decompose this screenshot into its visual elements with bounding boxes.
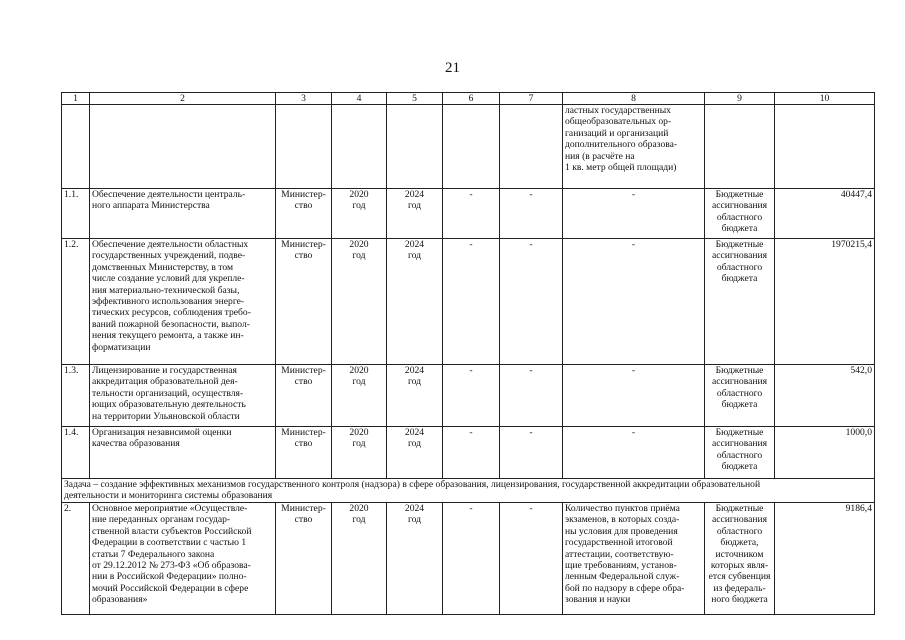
text-line: Министер-: [281, 503, 326, 514]
text-line: которых явля-: [710, 560, 769, 572]
funding-amount: 40447,4: [775, 189, 875, 239]
text-line: ны условия для проведения: [565, 525, 678, 537]
text-line: Министер-: [281, 365, 326, 376]
text-line: тических ресурсов, соблюдения требо-: [92, 307, 251, 319]
text-line: областного: [716, 211, 763, 223]
text-line: числе создание условий для укрепле-: [92, 273, 245, 285]
funding-amount: 1970215,4: [775, 239, 875, 365]
text-line: Организация независимой оценки: [92, 427, 232, 438]
text-line: 2024: [404, 239, 425, 250]
indicator-cell: [563, 105, 705, 189]
text-line: нения текущего ремонта, а также ин-: [92, 330, 244, 342]
col7-value: -: [500, 365, 563, 427]
text-line: ассигнования: [711, 250, 768, 262]
text-line: Лицензирование и государственная: [92, 365, 237, 376]
table-row: [62, 189, 875, 239]
text-line: областного: [716, 261, 763, 273]
text-line: -: [631, 239, 636, 250]
column-number: 8: [563, 93, 705, 105]
text-line: год: [407, 438, 422, 450]
text-line: ство: [294, 376, 313, 388]
text-line: Задача – создание эффективных механизмов государственного контроля (надзора) в сфере образования, лицензирования, государственной аккредитации образовательной: [64, 479, 761, 490]
col6-value: -: [443, 427, 500, 479]
text-line: статьи 7 Федерального закона: [92, 548, 215, 560]
text-line: ваний пожарной безопасности, выпол-: [92, 318, 250, 330]
text-line: экзаменов, в которых созда-: [565, 514, 680, 526]
text-line: год: [407, 376, 422, 388]
text-line: государственной итоговой: [565, 537, 673, 549]
indicator: [563, 503, 705, 615]
text-line: Количество пунктов приёма: [565, 503, 680, 514]
funding-source: [705, 503, 775, 615]
end-year: [387, 503, 443, 615]
row-number: 1.3.: [62, 365, 90, 427]
text-line: ется субвенция: [708, 571, 771, 583]
text-line: ассигнования: [711, 514, 768, 526]
text-line: эффективного использования энерге-: [92, 296, 245, 308]
text-line: 2020: [349, 189, 369, 200]
funding-source: [705, 427, 775, 479]
column-number-row: [62, 93, 875, 105]
text-line: ство: [294, 438, 313, 450]
text-line: из федераль-: [713, 582, 766, 594]
text-line: Основное мероприятие «Осуществле-: [92, 503, 248, 514]
funding-source: [705, 239, 775, 365]
col7-value: -: [500, 427, 563, 479]
table-row: [62, 365, 875, 427]
funding-source: [705, 189, 775, 239]
measure-name: [90, 189, 276, 239]
text-line: областного: [716, 387, 763, 399]
row-number: 1.2.: [62, 239, 90, 365]
col6-value: -: [443, 503, 500, 615]
funding-amount: 542,0: [775, 365, 875, 427]
funding-amount: 9186,4: [775, 503, 875, 615]
text-line: 2024: [404, 427, 425, 438]
start-year: [332, 503, 387, 615]
text-line: год: [407, 250, 422, 262]
end-year: [387, 239, 443, 365]
text-line: источником: [715, 548, 764, 560]
text-line: ство: [294, 514, 313, 526]
text-line: нии в Российской Федерации» полно-: [92, 571, 247, 583]
text-line: -: [631, 365, 636, 376]
text-line: ния материально-технической базы,: [92, 284, 240, 296]
text-line: тельности организаций, осуществля-: [92, 387, 244, 399]
text-line: государственных учреждений, подве-: [92, 250, 246, 262]
start-year: [332, 189, 387, 239]
task-description: [62, 479, 875, 503]
funding-amount: 1000,0: [775, 427, 875, 479]
text-line: зования и науки: [565, 594, 631, 606]
text-line: год: [352, 438, 366, 450]
text-line: образования»: [92, 594, 148, 606]
text-line: Министер-: [281, 427, 326, 438]
column-number: 6: [443, 93, 500, 105]
start-year: [332, 427, 387, 479]
indicator: [563, 189, 705, 239]
text-line: качества образования: [92, 438, 180, 450]
table-row: [62, 503, 875, 615]
end-year: [387, 189, 443, 239]
text-line: деятельности и мониторинга системы образования: [64, 490, 273, 502]
column-number: 10: [775, 93, 875, 105]
text-line: ганизаций и организаций: [565, 127, 669, 139]
text-line: бюджета: [721, 399, 758, 411]
indicator: [563, 365, 705, 427]
col6-value: -: [443, 239, 500, 365]
column-number: 4: [332, 93, 387, 105]
text-line: ние переданных органам государ-: [92, 514, 231, 526]
column-number: 3: [276, 93, 332, 105]
text-line: 2024: [404, 365, 425, 376]
text-line: ния (в расчёте на: [565, 150, 635, 162]
program-table: [61, 92, 875, 615]
indicator: [563, 239, 705, 365]
table-row: [62, 239, 875, 365]
text-line: общеобразовательных ор-: [565, 116, 672, 128]
text-line: 2020: [349, 365, 369, 376]
text-line: аттестации, соответствую-: [565, 548, 674, 560]
text-line: ассигнования: [711, 376, 768, 388]
text-line: бюджета: [721, 461, 758, 473]
text-line: бюджета,: [720, 537, 759, 549]
text-line: Бюджетные: [715, 503, 764, 514]
end-year: [387, 427, 443, 479]
text-line: 2020: [349, 239, 369, 250]
text-line: Министер-: [281, 189, 326, 200]
text-line: Федерации в соответствии с частью 1: [92, 537, 247, 549]
text-line: год: [407, 514, 422, 526]
text-line: ного аппарата Министерства: [92, 200, 210, 212]
text-line: дополнительного образова-: [565, 139, 678, 151]
text-line: год: [352, 250, 366, 262]
row-number: 1.4.: [62, 427, 90, 479]
text-line: ного бюджета: [711, 594, 768, 606]
text-line: ассигнования: [711, 438, 768, 450]
text-line: год: [352, 200, 366, 212]
executor: [276, 427, 332, 479]
text-line: ассигнования: [711, 200, 768, 212]
row-number: 1.1.: [62, 189, 90, 239]
text-line: щие требованиям, установ-: [565, 560, 677, 572]
text-line: ство: [294, 200, 313, 212]
measure-name: [90, 239, 276, 365]
text-line: Бюджетные: [715, 365, 764, 376]
executor: [276, 503, 332, 615]
text-line: областного: [716, 449, 763, 461]
row-number: 2.: [62, 503, 90, 615]
continuation-row: [62, 105, 875, 189]
text-line: 2024: [404, 503, 425, 514]
page-number: 21: [445, 60, 460, 76]
text-line: 1 кв. метр общей площади): [565, 162, 677, 174]
text-line: Бюджетные: [715, 239, 764, 250]
col6-value: -: [443, 365, 500, 427]
text-line: Обеспечение деятельности централь-: [92, 189, 246, 200]
text-line: бюджета: [721, 223, 758, 235]
column-number: 9: [705, 93, 775, 105]
text-line: мочий Российской Федерации в сфере: [92, 582, 249, 594]
task-row: [62, 479, 875, 503]
text-line: бюджета: [721, 273, 758, 285]
table-row: [62, 427, 875, 479]
text-line: 2020: [349, 503, 369, 514]
col6-value: -: [443, 189, 500, 239]
col7-value: -: [500, 189, 563, 239]
text-line: год: [352, 514, 366, 526]
column-number: 2: [90, 93, 276, 105]
executor: [276, 365, 332, 427]
text-line: ластных государственных: [565, 105, 671, 116]
text-line: ленным Федеральной служ-: [565, 571, 680, 583]
end-year: [387, 365, 443, 427]
start-year: [332, 239, 387, 365]
text-line: бой по надзору в сфере обра-: [565, 582, 685, 594]
text-line: 2024: [404, 189, 425, 200]
text-line: Министер-: [281, 239, 326, 250]
text-line: домственных Министерству, в том: [92, 261, 234, 273]
measure-name: [90, 365, 276, 427]
text-line: ство: [294, 250, 313, 262]
executor: [276, 189, 332, 239]
text-line: ственной власти субъектов Российской: [92, 525, 252, 537]
text-line: ющих образовательную деятельность: [92, 399, 246, 411]
text-line: -: [631, 427, 636, 438]
text-line: Обеспечение деятельности областных: [92, 239, 249, 250]
text-line: на территории Ульяновской области: [92, 410, 240, 422]
text-line: форматизации: [92, 341, 151, 353]
col7-value: -: [500, 503, 563, 615]
text-line: Бюджетные: [715, 427, 764, 438]
text-line: год: [407, 200, 422, 212]
start-year: [332, 365, 387, 427]
text-line: 2020: [349, 427, 369, 438]
text-line: год: [352, 376, 366, 388]
measure-name: [90, 503, 276, 615]
column-number: 5: [387, 93, 443, 105]
indicator: [563, 427, 705, 479]
text-line: Бюджетные: [715, 189, 764, 200]
text-line: аккредитация образовательной дея-: [92, 376, 238, 388]
text-line: -: [631, 189, 636, 200]
text-line: областного: [716, 525, 763, 537]
column-number: 1: [62, 93, 90, 105]
text-line: от 29.12.2012 № 273-ФЗ «Об образова-: [92, 560, 251, 572]
funding-source: [705, 365, 775, 427]
executor: [276, 239, 332, 365]
measure-name: [90, 427, 276, 479]
column-number: 7: [500, 93, 563, 105]
col7-value: -: [500, 239, 563, 365]
